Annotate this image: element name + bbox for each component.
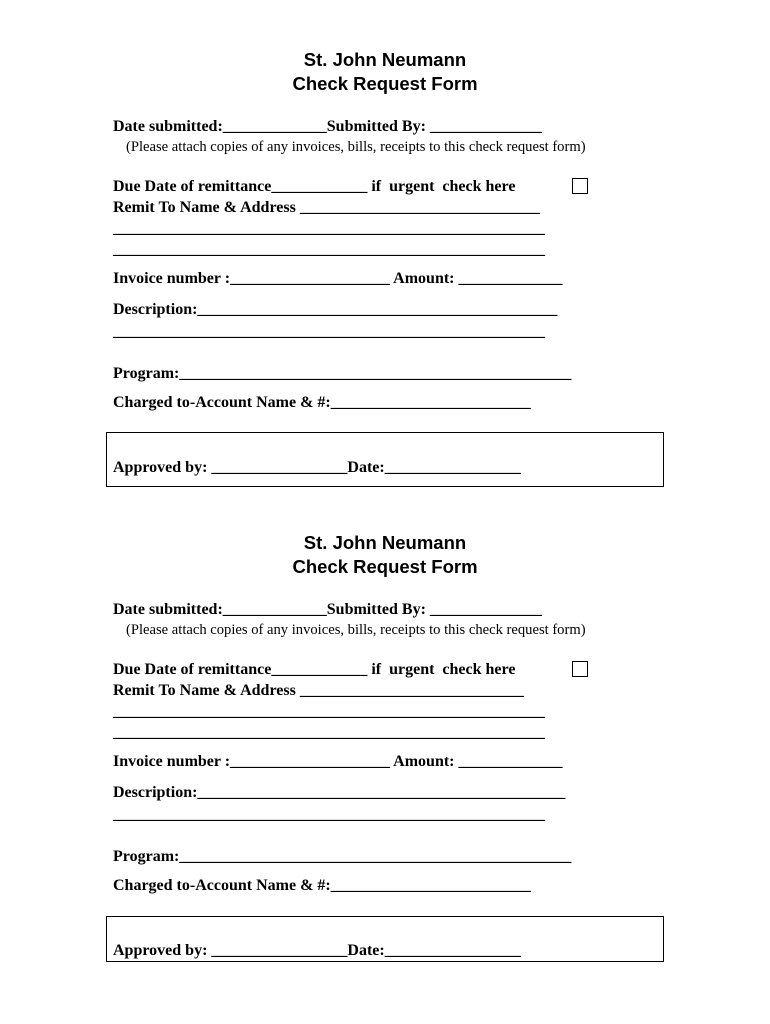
attachment-note: (Please attach copies of any invoices, bills, receipts to this check request form) bbox=[126, 622, 586, 638]
date-submitted-field[interactable]: Date submitted:_____________Submitted By: ______________ bbox=[113, 118, 542, 135]
charged-to-account-field[interactable]: Charged to-Account Name & #:_________________________ bbox=[113, 394, 531, 411]
description-line-2[interactable]: ______________________________________________________ bbox=[113, 323, 545, 340]
program-field[interactable]: Program:_________________________________________________ bbox=[113, 848, 572, 865]
description-line-2[interactable]: ______________________________________________________ bbox=[113, 806, 545, 823]
remit-address-line-2[interactable]: ______________________________________________________ bbox=[113, 724, 545, 741]
remit-address-line-1[interactable]: ______________________________________________________ bbox=[113, 703, 545, 720]
urgent-checkbox[interactable] bbox=[572, 661, 588, 677]
approved-by-field[interactable]: Approved by: _________________Date:_________________ bbox=[113, 459, 521, 476]
check-request-form-1 bbox=[0, 0, 770, 483]
approved-by-field[interactable]: Approved by: _________________Date:_________________ bbox=[113, 942, 521, 959]
form-title-organization: St. John Neumann bbox=[303, 532, 467, 553]
form-title: Check Request Form bbox=[292, 73, 478, 94]
description-field[interactable]: Description:_____________________________________________ bbox=[113, 301, 558, 318]
due-date-field[interactable]: Due Date of remittance____________ if urgent check here bbox=[113, 661, 516, 678]
remit-address-line-1[interactable]: ______________________________________________________ bbox=[113, 220, 545, 237]
date-submitted-field[interactable]: Date submitted:_____________Submitted By: ______________ bbox=[113, 601, 542, 618]
invoice-amount-field[interactable]: Invoice number :____________________ Amount: _____________ bbox=[113, 270, 563, 287]
description-field[interactable]: Description:______________________________________________ bbox=[113, 784, 566, 801]
form-title-organization: St. John Neumann bbox=[303, 49, 467, 70]
due-date-field[interactable]: Due Date of remittance____________ if urgent check here bbox=[113, 178, 516, 195]
charged-to-account-field[interactable]: Charged to-Account Name & #:_________________________ bbox=[113, 877, 531, 894]
remit-address-line-2[interactable]: ______________________________________________________ bbox=[113, 241, 545, 258]
attachment-note: (Please attach copies of any invoices, bills, receipts to this check request form) bbox=[126, 139, 586, 155]
urgent-checkbox[interactable] bbox=[572, 178, 588, 194]
check-request-form-2 bbox=[0, 483, 770, 966]
remit-to-field[interactable]: Remit To Name & Address ______________________________ bbox=[113, 199, 540, 216]
remit-to-field[interactable]: Remit To Name & Address ____________________________ bbox=[113, 682, 524, 699]
invoice-amount-field[interactable]: Invoice number :____________________ Amount: _____________ bbox=[113, 753, 563, 770]
program-field[interactable]: Program:_________________________________________________ bbox=[113, 365, 572, 382]
form-title: Check Request Form bbox=[292, 556, 478, 577]
